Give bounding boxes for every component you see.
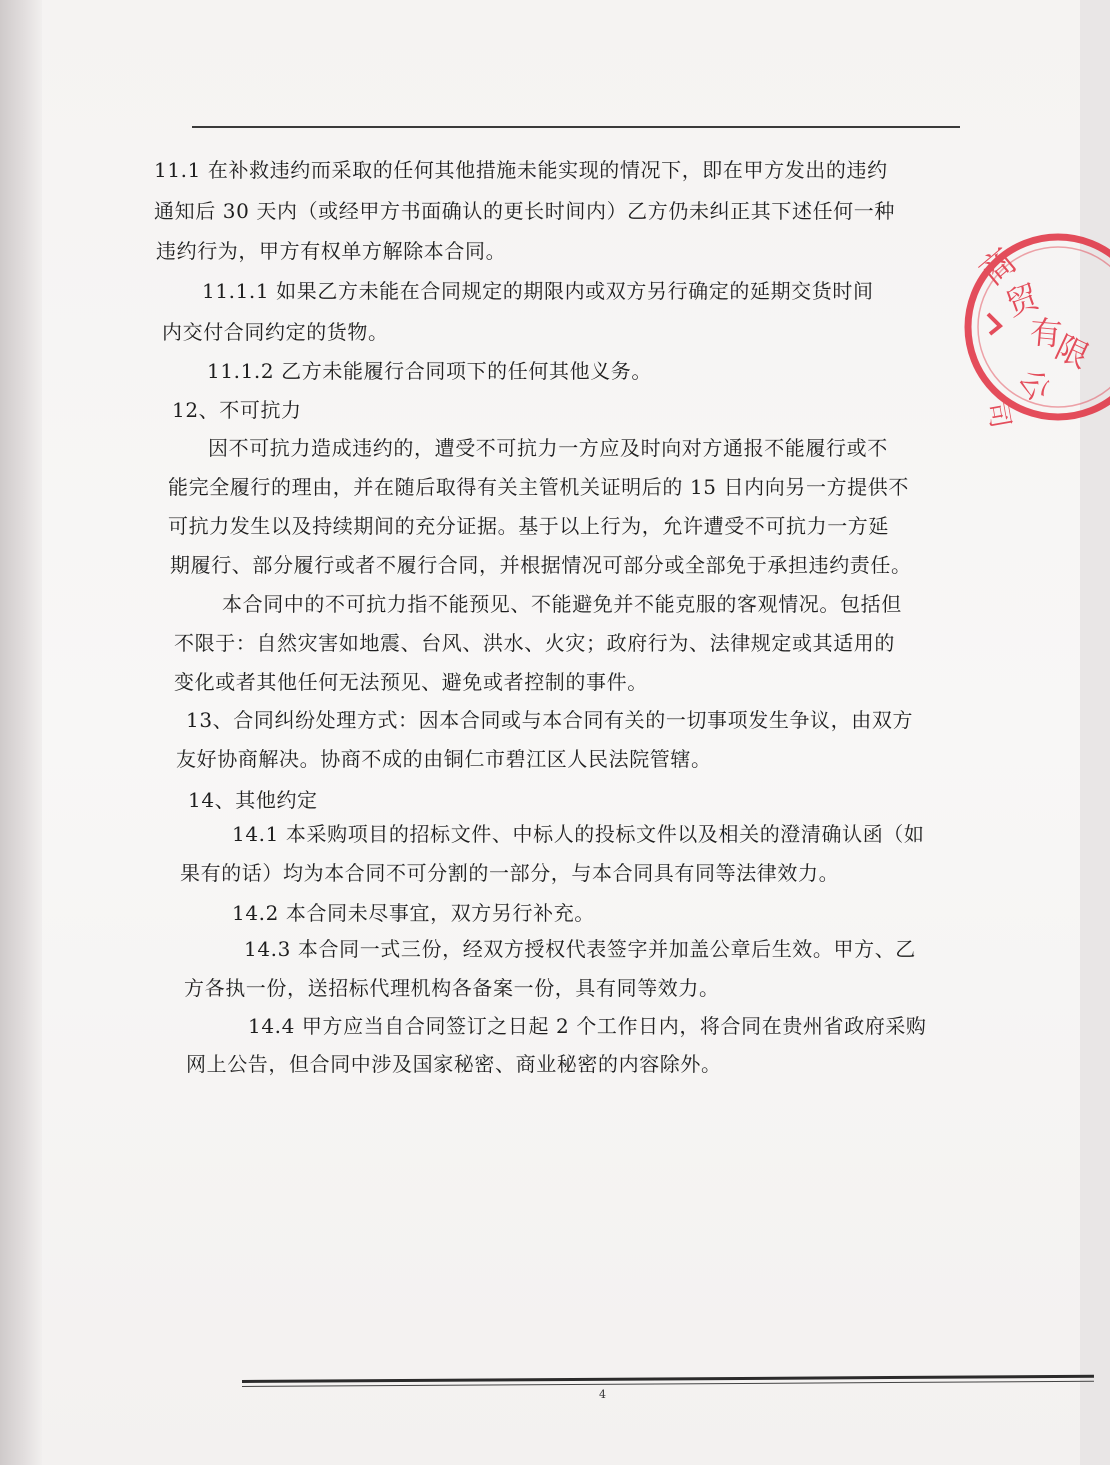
text-line: 友好协商解决。协商不成的由铜仁市碧江区人民法院管辖。 bbox=[176, 747, 712, 771]
svg-text:公: 公 bbox=[1011, 363, 1057, 407]
text-line: 14.2 本合同未尽事宜，双方另行补充。 bbox=[232, 901, 595, 925]
section-heading: 14、其他约定 bbox=[188, 788, 318, 812]
text-line: 变化或者其他任何无法预见、避免或者控制的事件。 bbox=[174, 670, 648, 694]
text-line: 本合同中的不可抗力指不能预见、不能避免并不能克服的客观情况。包括但 bbox=[222, 592, 902, 616]
text-line: 11.1.1 如果乙方未能在合同规定的期限内或双方另行确定的延期交货时间 bbox=[202, 279, 874, 303]
text-line: 可抗力发生以及持续期间的充分证据。基于以上行为，允许遭受不可抗力一方延 bbox=[168, 514, 889, 538]
document-page bbox=[42, 0, 1080, 1465]
text-line: 违约行为，甲方有权单方解除本合同。 bbox=[156, 239, 507, 263]
page-number: 4 bbox=[599, 1388, 606, 1401]
header-rule bbox=[192, 126, 960, 128]
svg-text:有: 有 bbox=[1028, 312, 1064, 354]
svg-text:商: 商 bbox=[972, 241, 1025, 294]
text-line: 14.1 本采购项目的招标文件、中标人的投标文件以及相关的澄清确认函（如 bbox=[232, 822, 925, 846]
text-line: 14.4 甲方应当自合同签订之日起 2 个工作日内，将合同在贵州省政府采购 bbox=[248, 1014, 927, 1038]
text-line: 11.1 在补救违约而采取的任何其他措施未能实现的情况下，即在甲方发出的违约 bbox=[154, 158, 888, 182]
binding-edge bbox=[0, 0, 42, 1465]
text-line: 14.3 本合同一式三份，经双方授权代表签字并加盖公章后生效。甲方、乙 bbox=[244, 937, 916, 961]
text-line: 方各执一份，送招标代理机构各备案一份，具有同等效力。 bbox=[184, 976, 720, 1000]
text-line: 网上公告，但合同中涉及国家秘密、商业秘密的内容除外。 bbox=[186, 1052, 722, 1076]
text-line: 能完全履行的理由，并在随后取得有关主管机关证明后的 15 日内向另一方提供不 bbox=[168, 475, 909, 499]
svg-text:限: 限 bbox=[1049, 327, 1095, 376]
svg-text:贸: 贸 bbox=[1000, 276, 1044, 324]
text-line: 果有的话）均为本合同不可分割的一部分，与本合同具有同等法律效力。 bbox=[180, 861, 840, 885]
section-heading: 12、不可抗力 bbox=[172, 398, 302, 422]
svg-text:司: 司 bbox=[981, 399, 1016, 431]
text-line: 13、合同纠纷处理方式：因本合同或与本合同有关的一切事项发生争议，由双方 bbox=[186, 708, 914, 732]
text-line: 期履行、部分履行或者不履行合同，并根据情况可部分或全部免于承担违约责任。 bbox=[170, 553, 912, 577]
text-line: 通知后 30 天内（或经甲方书面确认的更长时间内）乙方仍未纠正其下述任何一种 bbox=[154, 199, 895, 223]
text-line: 因不可抗力造成违约的，遭受不可抗力一方应及时向对方通报不能履行或不 bbox=[208, 436, 888, 460]
text-line: 内交付合同约定的货物。 bbox=[162, 320, 389, 344]
text-line: 11.1.2 乙方未能履行合同项下的任何其他义务。 bbox=[207, 359, 652, 383]
text-line: 不限于：自然灾害如地震、台风、洪水、火灾；政府行为、法律规定或其适用的 bbox=[174, 631, 895, 655]
